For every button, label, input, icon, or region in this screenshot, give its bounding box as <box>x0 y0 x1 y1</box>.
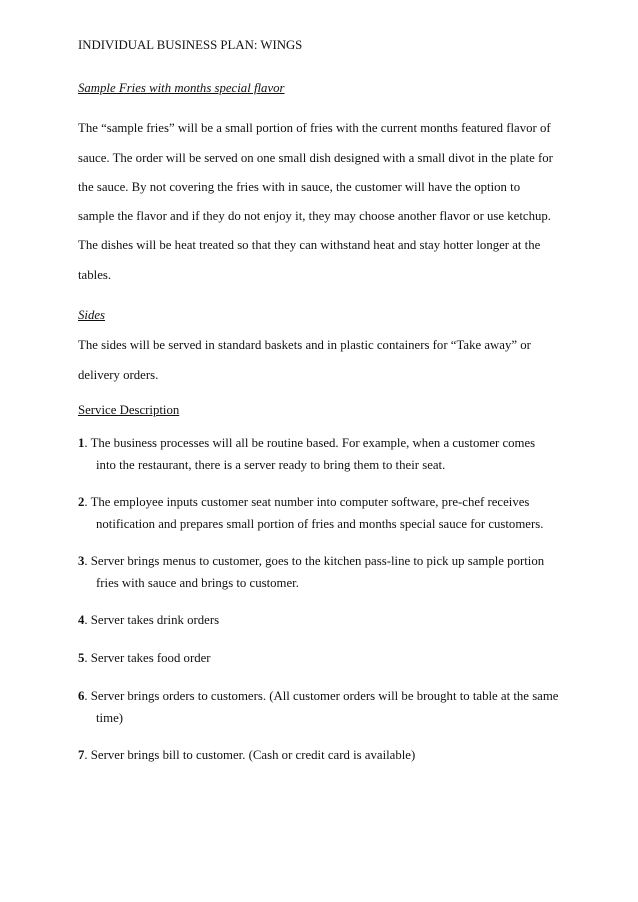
list-item-continuation: time) <box>96 711 124 725</box>
list-item <box>78 613 219 628</box>
list-item <box>78 495 529 510</box>
paragraph-line: The sides will be served in standard baskets and in plastic containers for “Take away” or <box>78 338 531 352</box>
paragraph-line: the sauce. By not covering the fries with in sauce, the customer will have the option to <box>78 180 521 194</box>
paragraph-line: delivery orders. <box>78 368 159 382</box>
list-item-text: . Server brings menus to customer, goes to the kitchen pass-line to pick up sample portion <box>84 554 545 568</box>
list-item-number: 3 <box>78 554 85 568</box>
list-item-text: . The business processes will all be routine based. For example, when a customer comes <box>84 436 536 450</box>
list-item-number: 6 <box>78 689 85 703</box>
paragraph-line: tables. <box>78 268 112 282</box>
list-item-text: . The employee inputs customer seat number into computer software, pre-chef receives <box>84 495 530 509</box>
list-item-continuation: notification and prepares small portion of fries and months special sauce for customers. <box>96 517 544 531</box>
section-heading-sides: Sides <box>78 308 106 322</box>
list-item-number: 1 <box>78 436 85 450</box>
list-item-continuation: into the restaurant, there is a server ready to bring them to their seat. <box>96 458 446 472</box>
list-item-number: 4 <box>78 613 85 627</box>
list-item-text: . Server takes drink orders <box>84 613 220 627</box>
section-heading-sample-fries: Sample Fries with months special flavor <box>78 81 285 95</box>
document-header: INDIVIDUAL BUSINESS PLAN: WINGS <box>78 38 303 52</box>
list-item <box>78 651 211 666</box>
paragraph-line: The dishes will be heat treated so that they can withstand heat and stay hotter longer at the <box>78 238 541 252</box>
paragraph-line: The “sample fries” will be a small portion of fries with the current months featured flavor of <box>78 121 551 135</box>
list-item-number: 2 <box>78 495 85 509</box>
list-item <box>78 748 415 763</box>
list-item-continuation: fries with sauce and brings to customer. <box>96 576 299 590</box>
list-item-text: . Server brings orders to customers. (All customer orders will be brought to table at the same <box>84 689 559 703</box>
paragraph-line: sauce. The order will be served on one small dish designed with a small divot in the plate for <box>78 151 553 165</box>
list-item <box>78 689 559 704</box>
list-item-text: . Server brings bill to customer. (Cash or credit card is available) <box>84 748 416 762</box>
list-item-number: 7 <box>78 748 85 762</box>
list-item <box>78 436 535 451</box>
list-item-number: 5 <box>78 651 85 665</box>
list-item-text: . Server takes food order <box>84 651 211 665</box>
paragraph-line: sample the flavor and if they do not enjoy it, they may choose another flavor or use ketchup. <box>78 209 551 223</box>
list-item <box>78 554 544 569</box>
section-heading-service-description: Service Description <box>78 403 180 417</box>
